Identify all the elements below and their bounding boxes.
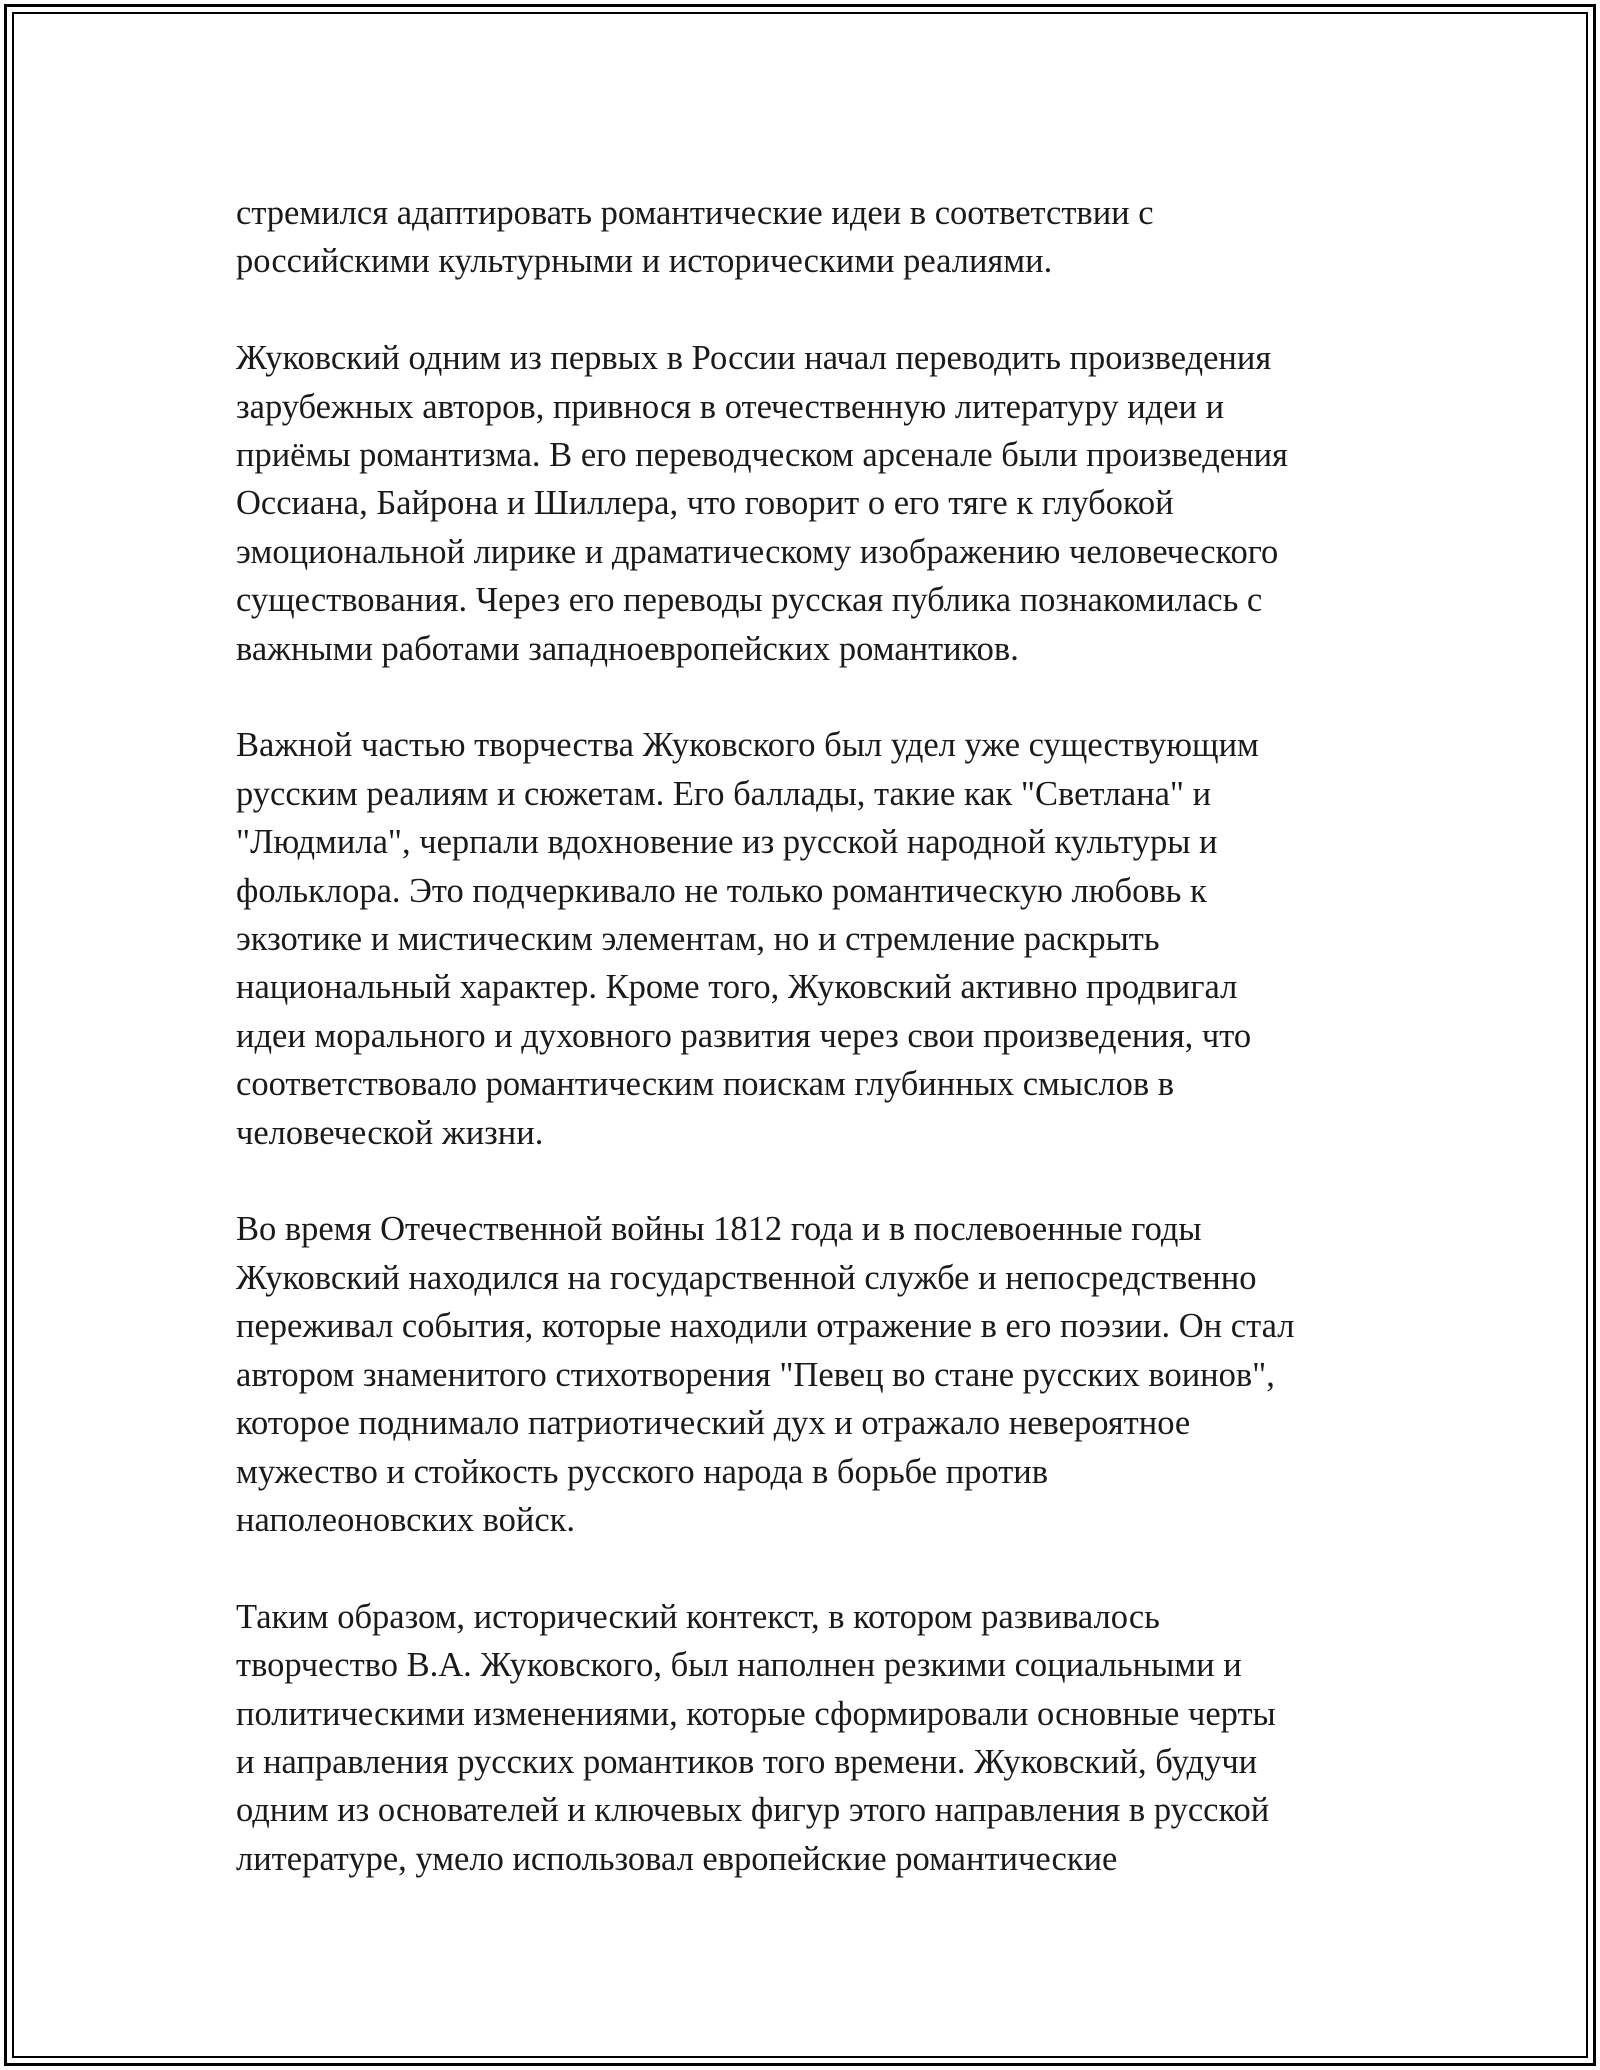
text-line: автором знаменитого стихотворения "Певец во стане русских воинов",	[236, 1355, 1275, 1394]
text-line: национальный характер. Кроме того, Жуковский активно продвигал	[236, 968, 1238, 1007]
text-line: приёмы романтизма. В его переводческом арсенале были произведения	[236, 436, 1288, 475]
text-line: Во время Отечественной войны 1812 года и в послевоенные годы	[236, 1210, 1202, 1249]
text-line: эмоциональной лирике и драматическому изображению человеческого	[236, 532, 1279, 571]
text-line: "Людмила", черпали вдохновение из русской народной культуры и	[236, 823, 1218, 862]
text-line: экзотике и мистическим элементам, но и стремление раскрыть	[236, 920, 1160, 959]
text-line: Жуковский находился на государственной службе и непосредственно	[236, 1258, 1257, 1297]
text-line: мужество и стойкость русского народа в борьбе против	[236, 1452, 1049, 1491]
text-line: которое поднимало патриотический дух и отражало невероятное	[236, 1404, 1191, 1443]
text-line: соответствовало романтическим поискам глубинных смыслов в	[236, 1065, 1175, 1104]
text-line: зарубежных авторов, привнося в отечественную литературу идеи и	[236, 387, 1225, 426]
text-line: фольклора. Это подчеркивало не только романтическую любовь к	[236, 871, 1207, 910]
text-line: политическими изменениями, которые сформировали основные черты	[236, 1694, 1276, 1733]
text-line: человеческой жизни.	[236, 1113, 544, 1152]
text-line: творчество В.А. Жуковского, был наполнен резкими социальными и	[236, 1646, 1242, 1685]
text-line: стремился адаптировать романтические идеи в соответствии с	[236, 194, 1154, 232]
text-line: русским реалиям и сюжетам. Его баллады, такие как "Светлана" и	[236, 774, 1212, 813]
text-line: переживал события, которые находили отражение в его поэзии. Он стал	[236, 1307, 1295, 1346]
text-line: одним из основателей и ключевых фигур этого направления в русской	[236, 1791, 1270, 1830]
paragraph-5	[236, 1593, 1376, 1883]
text-line: Таким образом, исторический контекст, в котором развивалось	[236, 1597, 1160, 1636]
text-line: литературе, умело использовал европейские романтические	[236, 1839, 1118, 1878]
paragraph-2	[236, 334, 1376, 673]
text-line: Оссиана, Байрона и Шиллера, что говорит о его тяге к глубокой	[236, 484, 1174, 523]
text-line: и направления русских романтиков того времени. Жуковский, будучи	[236, 1742, 1258, 1781]
text-line: идеи морального и духовного развития через свои произведения, что	[236, 1016, 1252, 1055]
text-line: важными работами западноевропейских романтиков.	[236, 629, 1019, 668]
paragraph-1	[236, 189, 1376, 286]
document-body	[236, 189, 1376, 1932]
paragraph-3	[236, 721, 1376, 1157]
paragraph-4	[236, 1205, 1376, 1544]
text-line: российскими культурными и историческими реалиями.	[236, 242, 1053, 281]
text-line: существования. Через его переводы русская публика познакомилась с	[236, 581, 1263, 620]
text-line: наполеоновских войск.	[236, 1500, 576, 1539]
text-line: Жуковский одним из первых в России начал переводить произведения	[236, 339, 1272, 378]
text-line: Важной частью творчества Жуковского был удел уже существующим	[236, 726, 1259, 765]
